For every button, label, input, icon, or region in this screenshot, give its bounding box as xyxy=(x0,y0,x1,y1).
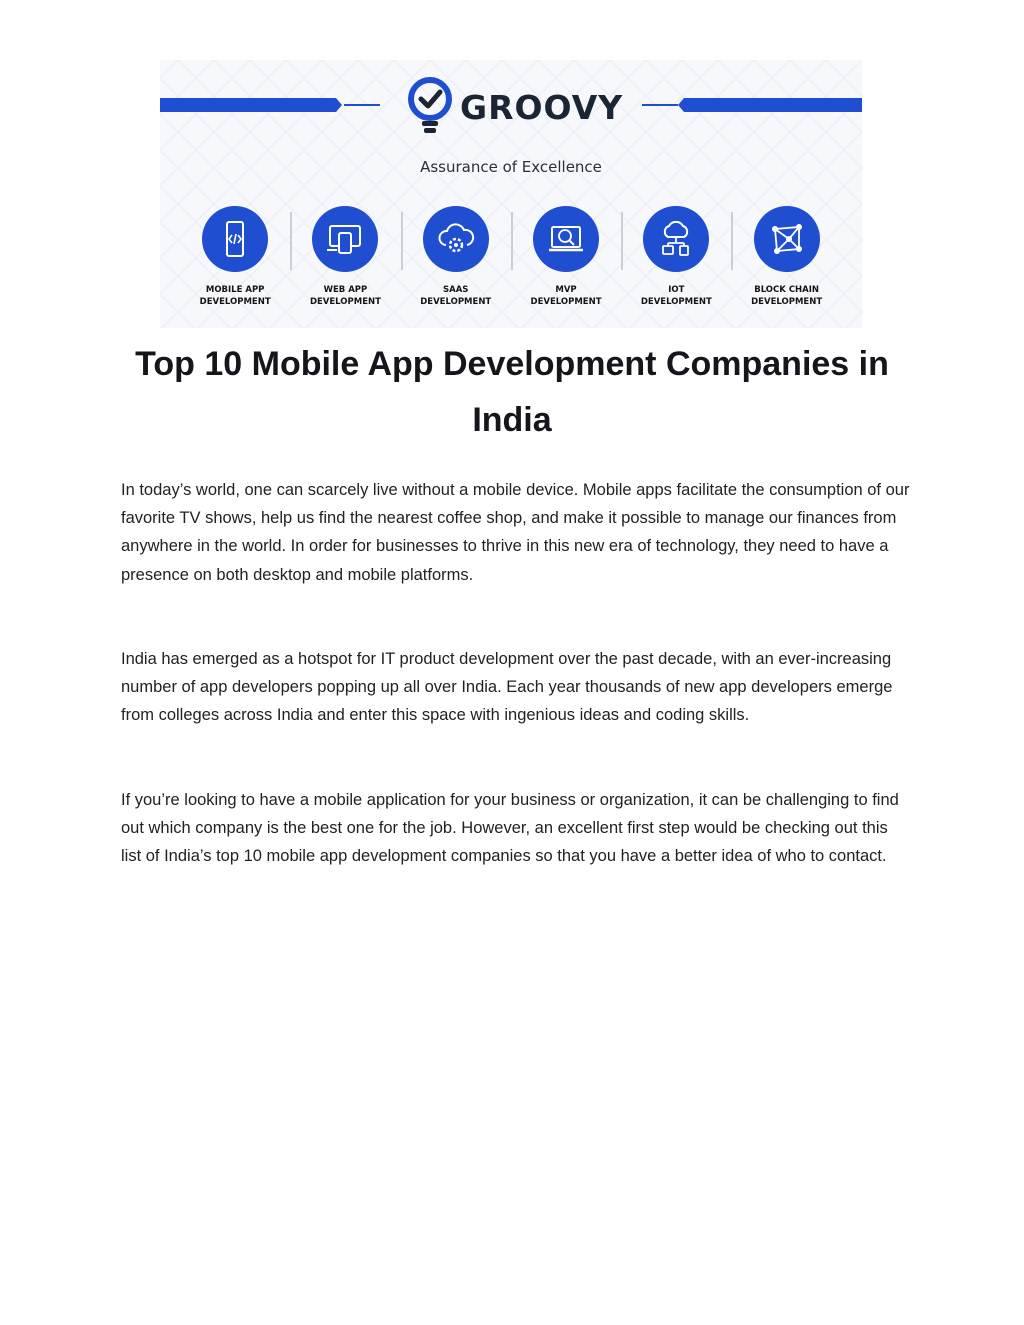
connector-line-right xyxy=(642,104,678,106)
article-paragraph: If you’re looking to have a mobile application for your business or organization, it can be challenging to find out which company is the best one for the job. However, an excellent first step would be checking out this list of India’s top 10 mobile app development companies so that you have a better idea of who to contact. xyxy=(121,791,899,866)
web-devices-icon xyxy=(325,219,365,259)
article-paragraph: In today’s world, one can scarcely live without a mobile device. Mobile apps facilitate the consumption of our favorite TV shows, help us find the nearest coffee shop, and make it possible to manage our finances from anywhere in the world. In order for businesses to thrive in this new era of technology, they need to have a presence on both desktop and mobile platforms. xyxy=(121,481,910,584)
service-label: WEB APP DEVELOPMENT xyxy=(309,285,381,307)
cloud-gear-icon xyxy=(436,219,476,259)
mobile-code-icon xyxy=(215,219,255,259)
brand-tagline: Assurance of Excellence xyxy=(420,158,602,176)
connector-line-left xyxy=(344,104,380,106)
service-label: IOT DEVELOPMENT xyxy=(640,285,712,307)
bulb-check-icon xyxy=(408,77,452,137)
service-label: MOBILE APP DEVELOPMENT xyxy=(199,285,271,307)
article-title: Top 10 Mobile App Development Companies in India xyxy=(135,345,889,439)
service-iot xyxy=(621,206,731,310)
hero-banner-image xyxy=(160,60,862,328)
service-mobile-app xyxy=(180,206,290,310)
brand-name: GROOVY xyxy=(460,87,624,127)
decorative-bar-right xyxy=(678,98,862,112)
service-label: BLOCK CHAIN DEVELOPMENT xyxy=(751,285,823,307)
blockchain-network-icon xyxy=(767,219,807,259)
article-paragraph: India has emerged as a hotspot for IT product development over the past decade, with an ever-increasing number of app developers popping up all over India. Each year thousands of new app developers emerge from colleges across India and enter this space with ingenious ideas and coding skills. xyxy=(121,650,893,725)
iot-cloud-icon xyxy=(656,219,696,259)
service-saas xyxy=(401,206,511,310)
decorative-bar-left xyxy=(160,98,342,112)
service-label: SAAS DEVELOPMENT xyxy=(420,285,492,307)
service-mvp xyxy=(511,206,621,310)
service-blockchain xyxy=(731,206,841,310)
groovy-logo xyxy=(408,76,623,138)
service-web-app xyxy=(290,206,400,310)
service-label: MVP DEVELOPMENT xyxy=(530,285,602,307)
services-row xyxy=(180,206,842,310)
mvp-laptop-icon xyxy=(546,219,586,259)
